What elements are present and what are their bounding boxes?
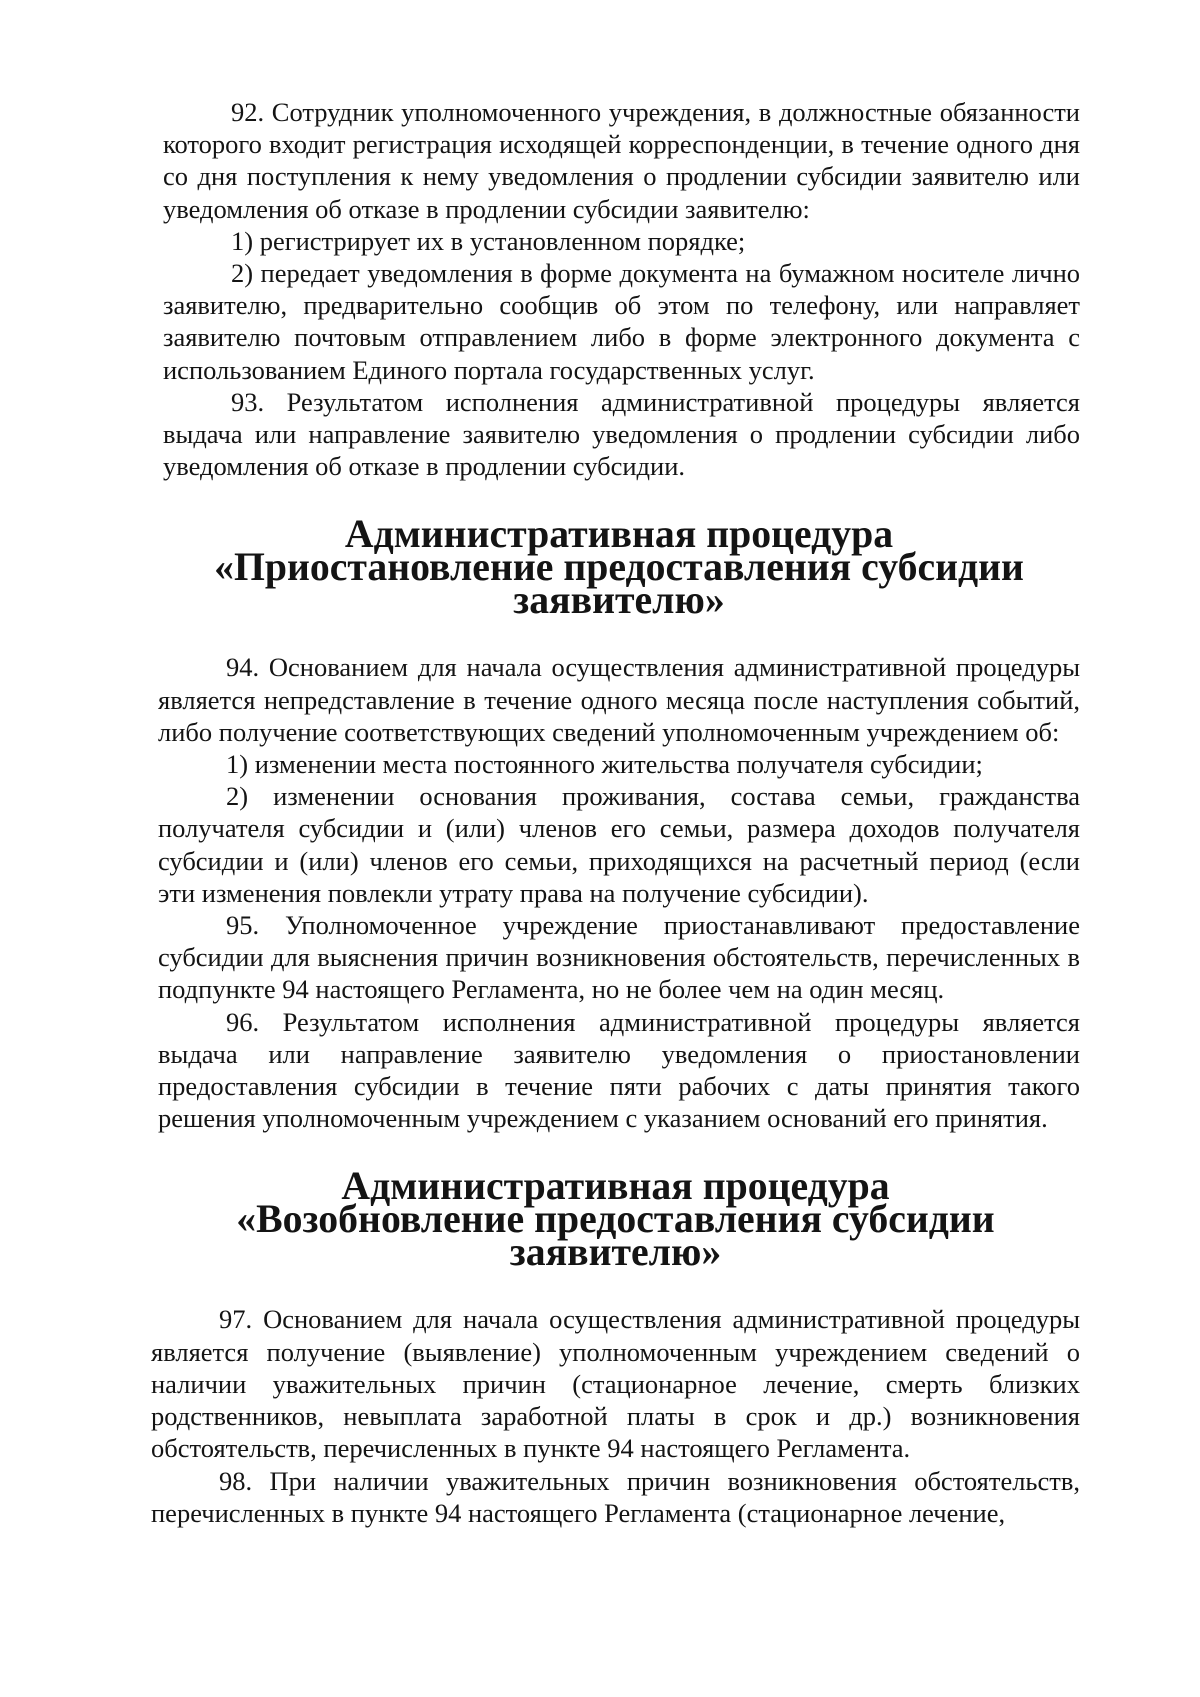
paragraph-95: 95. Уполномоченное учреждение приостанавливают предоставление субсидии для выяснения причин возникновения обстоятельств, перечисленных в подпункте 94 настоящего Регламента, но не более чем на один месяц. [158, 910, 1080, 1005]
section-heading-line1: Административная процедура [344, 512, 894, 557]
list-item-94-2: 2) изменении основания проживания, состава семьи, гражданства получателя субсидии и (или) членов его семьи, размера доходов получателя субсидии и (или) членов его семьи, приходящихся на расчетный период (если эти изменения повлекли утрату права на получение субсидии). [158, 781, 1080, 908]
section-heading [158, 512, 1080, 623]
list-item-92-2: 2) передает уведомления в форме документа на бумажном носителе лично заявителю, предварительно сообщив об этом по телефону, или направляет заявителю почтовым отправлением либо в форме электронного документа с использованием Единого портала государственных услуг. [163, 258, 1080, 385]
section-heading-line1: Административная процедура [341, 1164, 890, 1209]
list-item-94-1: 1) изменении места постоянного жительства получателя субсидии; [226, 749, 983, 780]
paragraph-98: 98. При наличии уважительных причин возникновения обстоятельств, перечисленных в пункте 94 настоящего Регламента (стационарное лечение, [151, 1465, 1080, 1528]
section-heading-line2: «Приостановление предоставления субсидии заявителю» [214, 545, 1024, 623]
list-item-92-1: 1) регистрирует их в установленном порядке; [231, 225, 746, 256]
paragraph-92: 92. Сотрудник уполномоченного учреждения, в должностные обязанности которого входит регистрация исходящей корреспонденции, в течение одного дня со дня поступления к нему уведомления о продлении субсидии заявителю или уведомления об отказе в продлении субсидии заявителю: [163, 97, 1080, 224]
section-suspension [158, 512, 1080, 1134]
intro-block [163, 96, 1080, 482]
paragraph-97: 97. Основанием для начала осуществления административной процедуры является получение (выявление) уполномоченным учреждением сведений о наличии уважительных причин (стационарное лечение, смерть близких родственников, невыплата заработной платы в срок и др.) возникновения обстоятельств, перечисленных в пункте 94 настоящего Регламента. [151, 1304, 1080, 1464]
paragraph-94: 94. Основанием для начала осуществления административной процедуры является непредставление в течение одного месяца после наступления событий, либо получение соответствующих сведений уполномоченным учреждением об: [158, 652, 1080, 747]
paragraph-96: 96. Результатом исполнения административной процедуры является выдача или направление заявителю уведомления о приостановлении предоставления субсидии в течение пяти рабочих с даты принятия такого решения уполномоченным учреждением с указанием оснований его принятия. [158, 1006, 1080, 1134]
paragraph-93: 93. Результатом исполнения административной процедуры является выдача или направление заявителю уведомления о продлении субсидии либо уведомления об отказе в продлении субсидии. [163, 386, 1080, 482]
spacer [151, 1269, 1080, 1303]
section-heading-line2: «Возобновление предоставления субсидии заявителю» [236, 1197, 995, 1275]
section-heading [151, 1164, 1080, 1275]
section-resumption [151, 1164, 1080, 1528]
spacer [158, 617, 1080, 651]
